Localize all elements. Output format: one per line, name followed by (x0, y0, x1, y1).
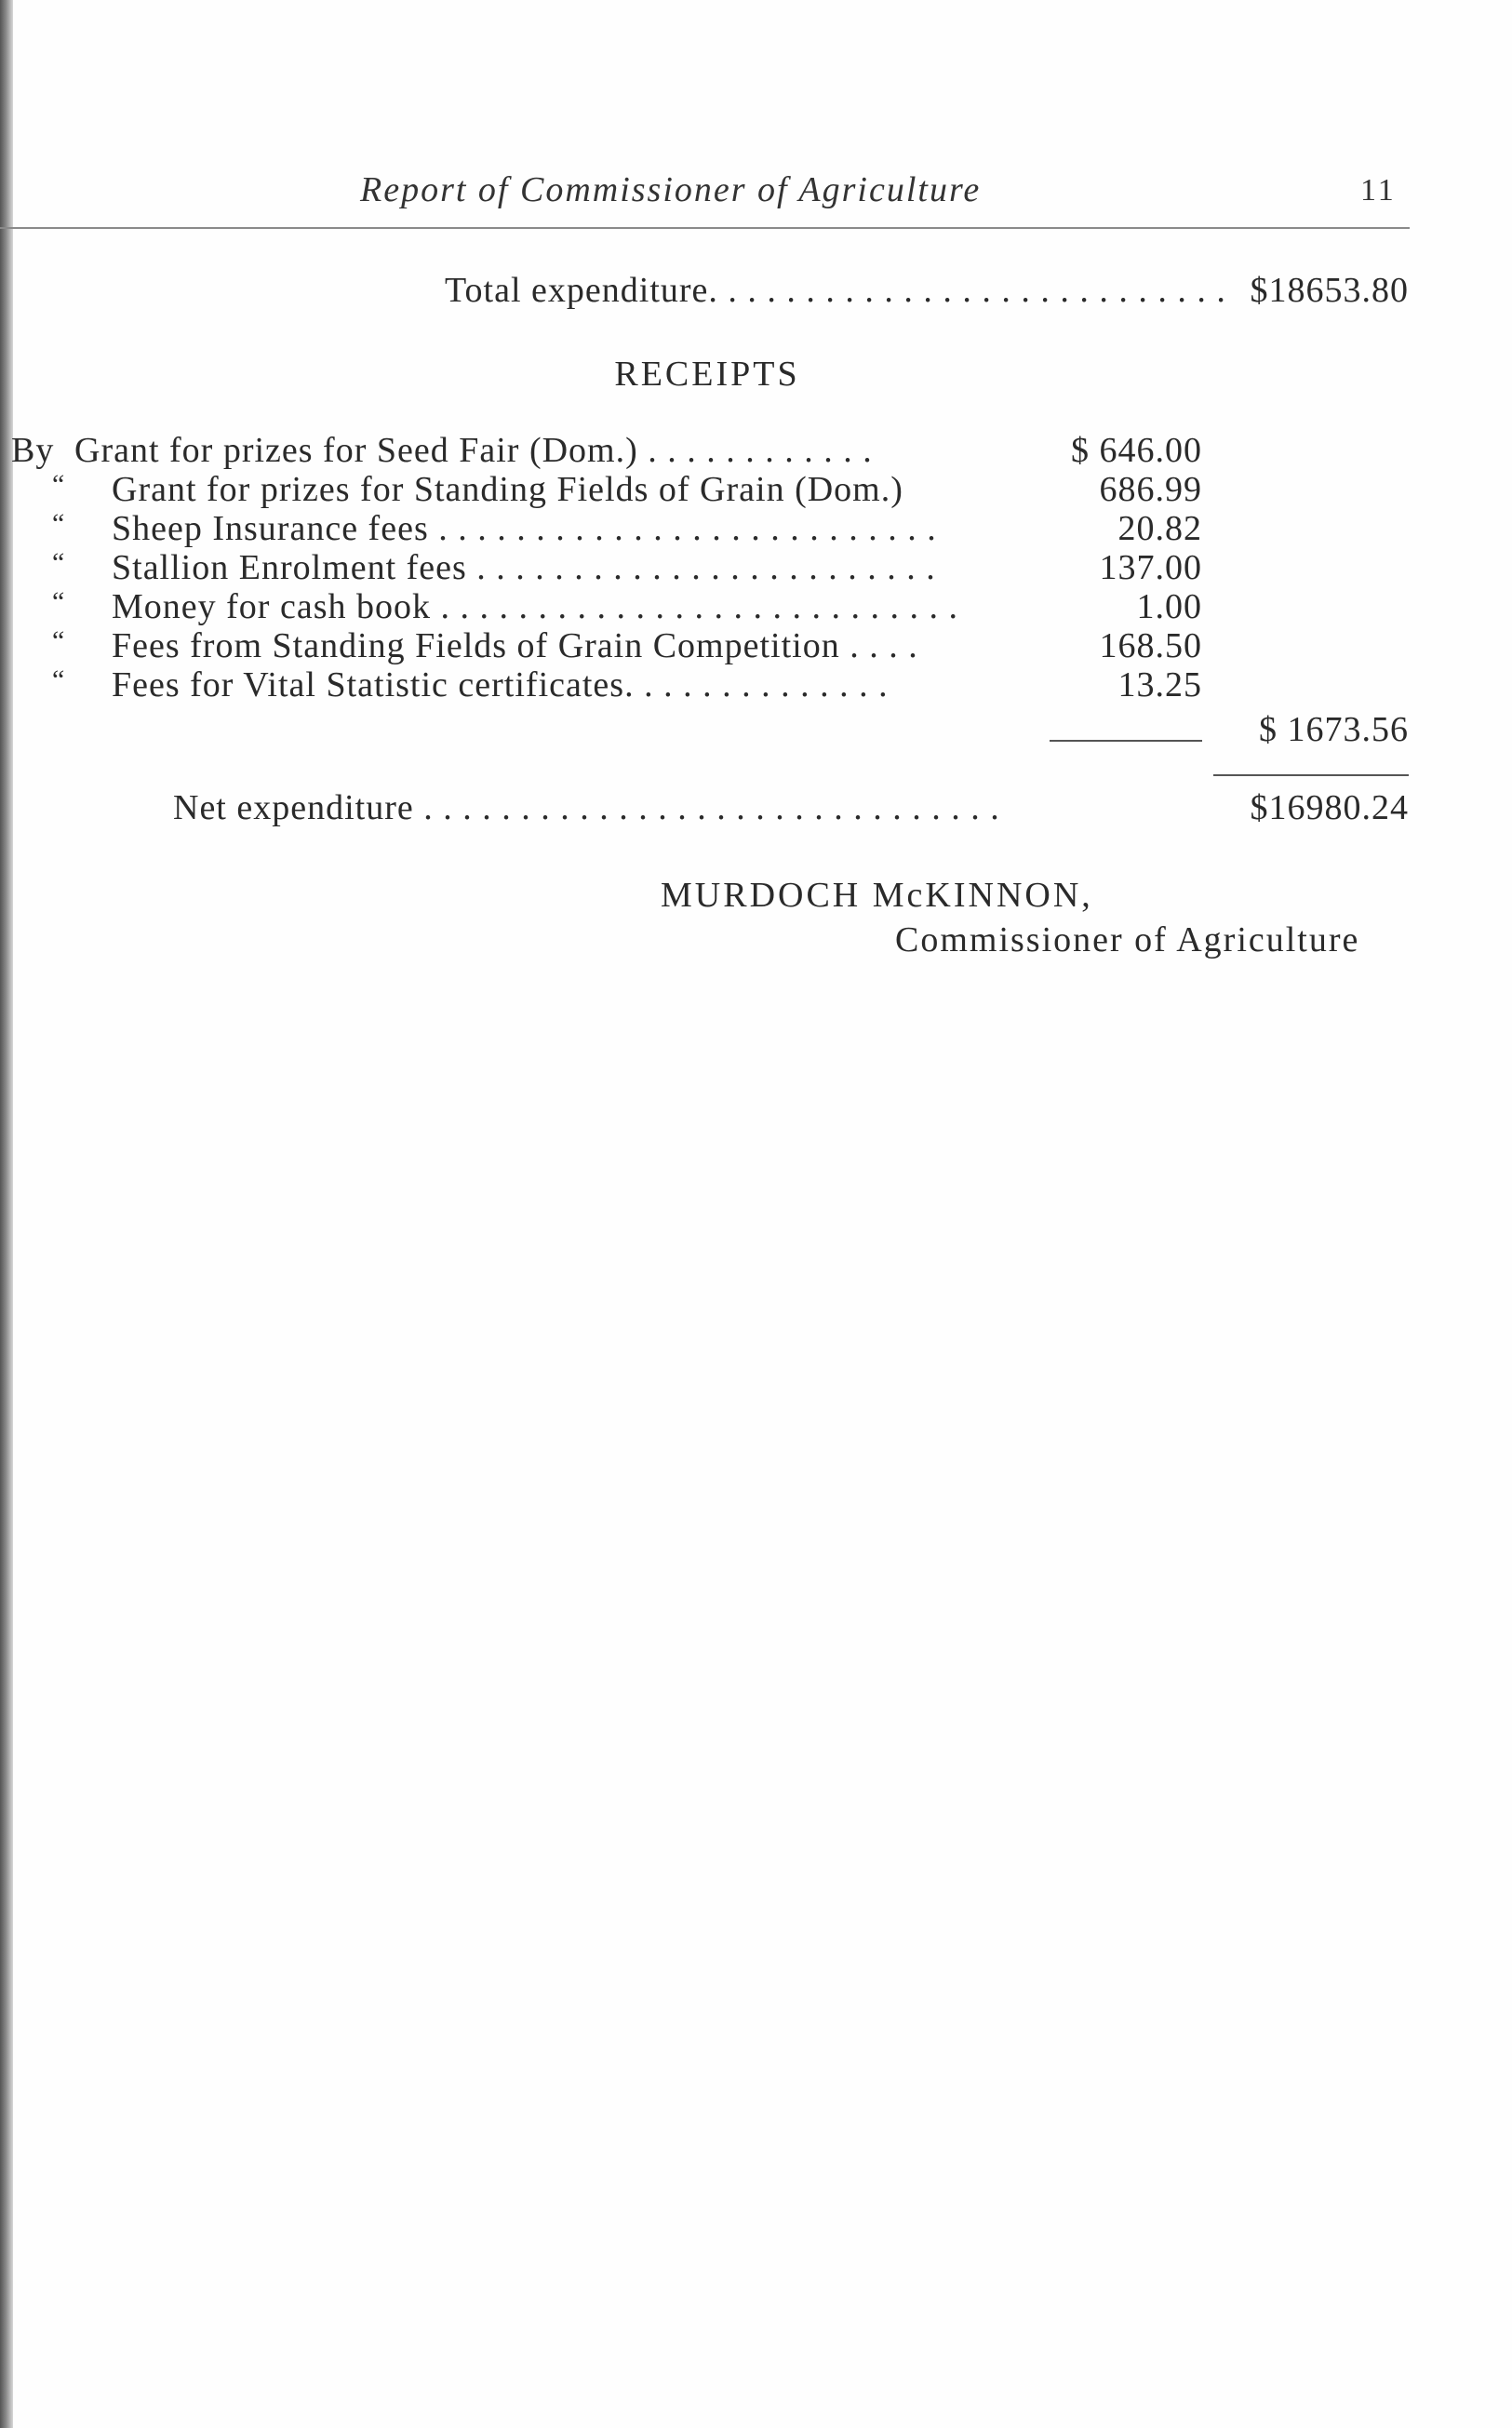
net-expenditure-label: Net expenditure . . . . . . . . . . . . . . . . . . . . . . . . . . . . . . (173, 788, 1000, 827)
total-rule (1213, 774, 1409, 776)
ditto-mark: “ (52, 508, 66, 539)
signatory-name: MURDOCH McKINNON, (661, 876, 1093, 915)
subtotal-rule (1050, 740, 1202, 742)
receipt-amount: 137.00 (1099, 548, 1202, 587)
receipt-amount: 13.25 (1117, 665, 1202, 704)
receipt-label: Sheep Insurance fees . . . . . . . . . . . . . . . . . . . . . . . . . . (112, 509, 937, 548)
receipt-prefix: By (11, 431, 55, 470)
receipt-amount: $ 646.00 (1071, 431, 1202, 470)
total-expenditure-label: Total expenditure. . . . . . . . . . . . . . . . . . . . . . . . . . . (445, 271, 1226, 310)
receipt-amount: 686.99 (1099, 470, 1202, 509)
receipt-amount: 20.82 (1117, 509, 1202, 548)
ditto-mark: “ (52, 625, 66, 656)
ditto-mark: “ (52, 664, 66, 695)
header-rule (0, 227, 1410, 229)
receipt-label: Stallion Enrolment fees . . . . . . . . . . . . . . . . . . . . . . . . (112, 548, 936, 587)
ditto-mark: “ (52, 469, 66, 500)
receipt-label: Money for cash book . . . . . . . . . . . . . . . . . . . . . . . . . . . (112, 587, 958, 626)
ditto-mark: “ (52, 547, 66, 578)
page-header (0, 169, 1414, 225)
running-title: Report of Commissioner of Agriculture (360, 170, 982, 209)
receipt-label: Grant for prizes for Seed Fair (Dom.) . . . . . . . . . . . . (74, 431, 873, 470)
receipt-label: Fees from Standing Fields of Grain Competition . . . . (112, 626, 918, 665)
receipt-label: Grant for prizes for Standing Fields of Grain (Dom.) (112, 470, 903, 509)
receipts-heading: RECEIPTS (614, 355, 800, 394)
receipt-amount: 1.00 (1136, 587, 1202, 626)
total-expenditure-amount: $18653.80 (1250, 271, 1409, 310)
receipts-total-amount: $ 1673.56 (1259, 710, 1409, 749)
receipt-label: Fees for Vital Statistic certificates. . . . . . . . . . . . . . (112, 665, 889, 704)
net-expenditure-amount: $16980.24 (1250, 788, 1409, 827)
signatory-title: Commissioner of Agriculture (895, 920, 1360, 959)
ditto-mark: “ (52, 586, 66, 617)
receipt-amount: 168.50 (1099, 626, 1202, 665)
page-number: 11 (1360, 173, 1397, 208)
